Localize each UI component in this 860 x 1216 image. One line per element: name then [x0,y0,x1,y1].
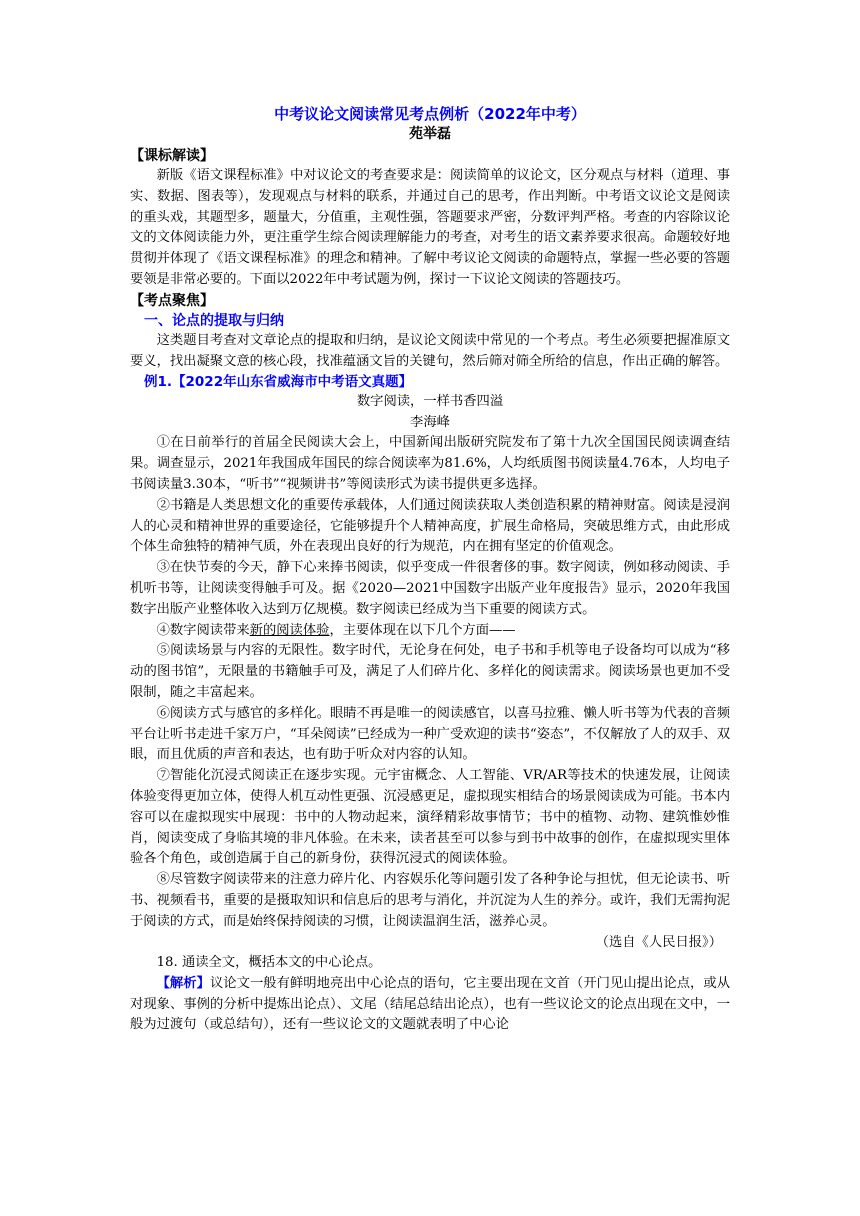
subsection-1-paragraph: 这类题目考查对文章论点的提取和归纳，是议论文阅读中常见的一个考点。考生必须要把握准原文要义，找出凝聚文意的核心段，找准蕴涵文旨的关键句，然后筛对筛全所给的信息，作出正确的解答。 [130,332,730,369]
article-paragraph-2: ②书籍是人类思想文化的重要传承载体，人们通过阅读获取人类创造积累的精神财富。阅读是浸润人的心灵和精神世界的重要途径，它能够提升个人精神高度，扩展生命格局，突破思维方式，由此形成个体生命独特的精神气质，外在表现出良好的行为规范，内在拥有坚定的价值观念。 [130,497,730,555]
article-paragraph-7: ⑦智能化沉浸式阅读正在逐步实现。元宇宙概念、人工智能、VR/AR等技术的快速发展，让阅读体验变得更加立体，使得人机互动性更强、沉浸感更足，虚拟现实相结合的场景阅读成为可能。书本内容可以在虚拟现实中展现：书中的人物动起来，演绎精彩故事情节；书中的植物、动物、建筑惟妙惟肖，阅读变成了身临其境的非凡体验。在未来，读者甚至可以参与到书中故事的创作，在虚拟现实里体验各个角色，或创造属于自己的新身份，获得沉浸式的阅读体验。 [130,768,730,867]
article-author: 李海峰 [410,414,450,430]
article-paragraph-8: ⑧尽管数字阅读带来的注意力碎片化、内容娱乐化等问题引发了各种争论与担忧，但无论读书、听书、视频看书，重要的是摄取知识和信息后的思考与消化，并沉淀为人生的养分。或许，我们无需拘泥于阅读的方式，而是始终保持阅读的习惯，让阅读温润生活，滋养心灵。 [130,872,730,929]
section-heading-kebiao: 【课标解读】 [130,148,214,164]
article-title: 数字阅读，一样书香四溢 [356,394,504,410]
analysis-paragraph [130,974,730,1036]
question-18: 18. 通读全文，概括本文的中心论点。 [156,955,382,970]
article-paragraph-5: ⑤阅读场景与内容的无限性。数字时代，无论身在何处，电子书和手机等电子设备均可以成为“移动的图书馆”，无限量的书籍触手可及，满足了人们碎片化、多样化的阅读需求。阅读场景也更加不受限制，随之丰富起来。 [130,643,730,700]
document-page [130,104,730,1036]
example-1-heading: 例1.【2022年山东省威海市中考语文真题】 [144,374,413,391]
kebiao-paragraph: 新版《语文课程标准》中对议论文的考查要求是：阅读简单的议论文，区分观点与材料（道理、事实、数据、图表等），发现观点与材料的联系，并通过自己的思考，作出判断。中考语文议论文是阅读的重头戏，其题型多，题量大，分值重，主观性强，答题要求严密，分数评判严格。考查的内容除议论文的文体阅读能力外，更注重学生综合阅读理解能力的考查，对考生的语文素养要求很高。命题较好地贯彻并体现了《语文课程标准》的理念和精神。了解中考议论文阅读的命题特点，掌握一些必要的答题要领是非常必要的。下面以2022年中考试题为例，探讨一下议论文阅读的答题技巧。 [130,168,730,287]
section-heading-kaodian: 【考点聚焦】 [130,292,214,309]
analysis-text: 议论文一般有鲜明地亮出中心论点的语句，它主要出现在文首（开门见山提出论点，或从对现象、事例的分析中提炼出论点）、文尾（结尾总结出论点），也有一些议论文的论点出现在文中，一般为过渡句（或总结句），还有一些议论文的文题就表明了中心论 [130,975,730,1033]
document-title: 中考议论文阅读常见考点例析（2022年中考） [274,105,586,123]
p4-text-after: ，主要体现在以下几个方面—— [329,622,516,638]
document-author: 苑举磊 [409,126,451,142]
p4-text-before: ④数字阅读带来 [156,622,250,638]
article-source: （选自《人民日报》） [595,934,722,950]
article-paragraph-4 [130,621,730,642]
subsection-heading-1: 一、论点的提取与归纳 [144,312,284,329]
analysis-tag: 【解析】 [156,975,210,991]
article-paragraph-3: ③在快节奏的今天，静下心来捧书阅读，似乎变成一件很奢侈的事。数字阅读，例如移动阅读、手机听书等，让阅读变得触手可及。据《2020—2021中国数字出版产业年度报告》显示，2020年我国数字出版产业整体收入达到万亿规模。数字阅读已经成为当下重要的阅读方式。 [130,560,730,617]
article-paragraph-6: ⑥阅读方式与感官的多样化。眼睛不再是唯一的阅读感官，以喜马拉雅、懒人听书等为代表的音频平台让听书走进千家万户，“耳朵阅读”已经成为一种广受欢迎的读书“姿态”，不仅解放了人的双手、双眼，而且优质的声音和表达，也有助于听众对内容的认知。 [130,705,730,763]
article-paragraph-1: ①在日前举行的首届全民阅读大会上，中国新闻出版研究院发布了第十九次全国国民阅读调查结果。调查显示，2021年我国成年国民的综合阅读率为81.6%，人均纸质图书阅读量4.76本，人均电子书阅读量3.30本，“听书”“视频讲书”等阅读形式为读书提供更多选择。 [130,435,730,492]
p4-underlined-phrase: 新的阅读体验 [249,622,330,638]
